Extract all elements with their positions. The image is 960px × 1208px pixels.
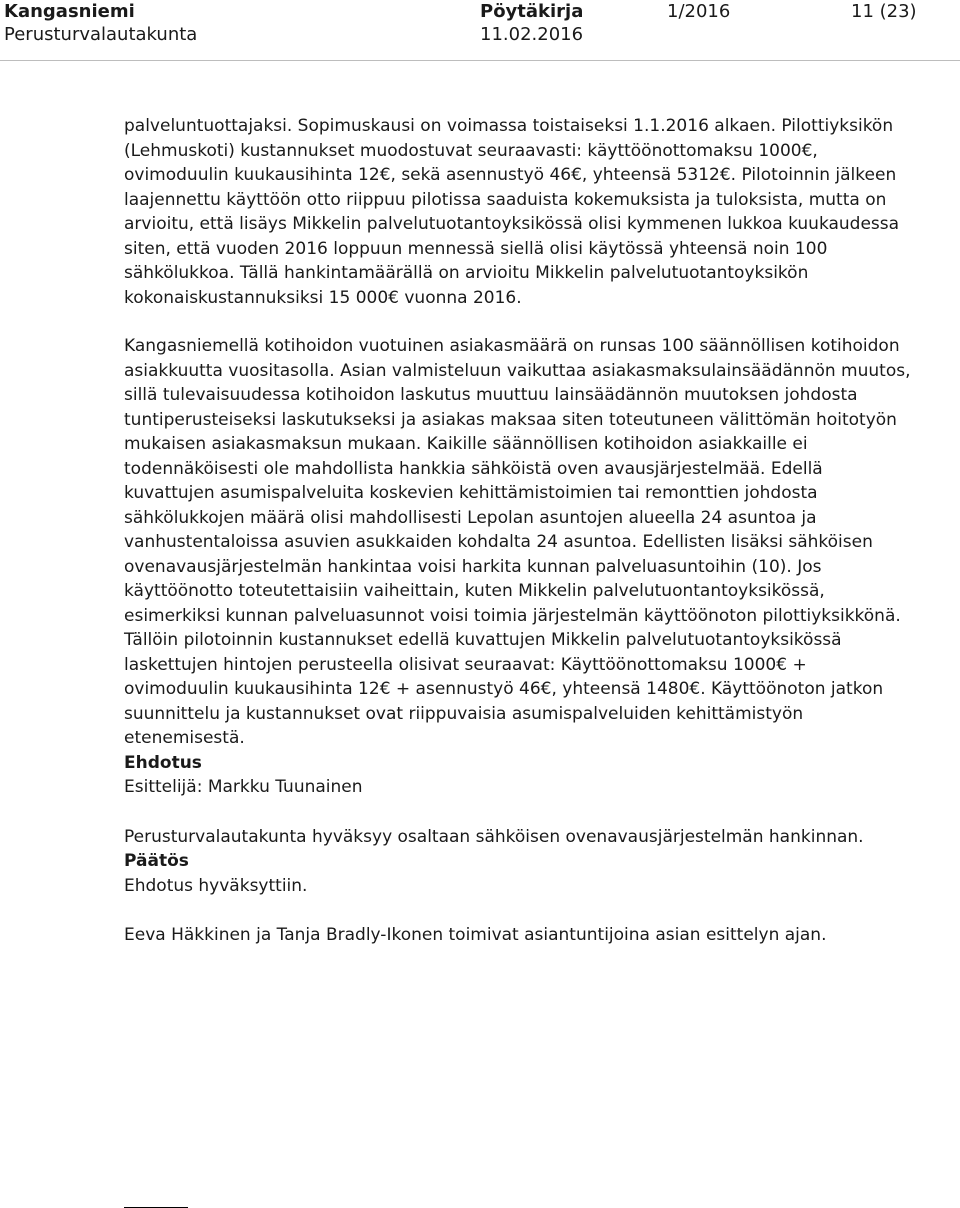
proposal-heading: Ehdotus xyxy=(124,752,202,773)
meeting-number: 1/2016 xyxy=(667,1,731,22)
page-number: 11 (23) xyxy=(851,1,917,22)
body-paragraph-homecare: Kangasniemellä kotihoidon vuotuinen asiakasmäärä on runsas 100 säännöllisen kotihoidon asiakkuutta vuositasolla. Asian valmisteluun vaikuttaa asiakasmaksulainsäädännön muutos, sillä tulevaisuudessa kotihoidon laskutus muuttuu lainsäädännön muutoksen johdosta tuntiperusteiseksi laskutukseksi ja asiakas maksaa siten toteutuneen välittömän hoitotyön mukaisen asiakasmaksun mukaan. Kaikille säännöllisen kotihoidon asiakkaille ei todennäköisesti ole mahdollista hankkia sähköistä oven avausjärjestelmää. Edellä kuvattujen asumispalveluita koskevien kehittämistoimien tai remonttien johdosta sähkölukkojen määrä olisi mahdollisesti Lepolan asuntojen alueella 24 asuntoa ja vanhustentaloissa asuvien asukkaiden kohdalta 24 asuntoa. Edellisten lisäksi sähköisen ovenavausjärjestelmän hankintaa voisi harkita kunnan palveluasuntoihin (10). Jos käyttöönotto toteutettaisiin vaiheittain, kuten Mikkelin palvelutuontantoyksikössä, esimerkiksi kunnan palveluasunnot voisi toimia järjestelmän käyttöönoton pilottiyksikkönä. Tällöin pilotoinnin kustannukset edellä kuvattujen Mikkelin palvelutuotantoyksikössä laskettujen hintojen perusteella olisivat seuraavat: Käyttöönottomaksu 1000€ + ovimoduulin kuukausihinta 12€ + asennustyö 46€, yhteensä 1480€. Käyttöönoton jatkon suunnittelu ja kustannukset ovat riippuvaisia asumispalveluiden kehittämistyön etenemisestä. xyxy=(124,336,911,748)
municipality-name: Kangasniemi xyxy=(4,1,135,22)
document-type: Pöytäkirja xyxy=(480,1,584,22)
proposal-presenter: Esittelijä: Markku Tuunainen xyxy=(124,777,363,797)
decision-text: Ehdotus hyväksyttiin. xyxy=(124,875,308,896)
header-divider xyxy=(0,60,960,61)
decision-heading: Päätös xyxy=(124,851,189,871)
body-paragraph-cost: palveluntuottajaksi. Sopimuskausi on voimassa toistaiseksi 1.1.2016 alkaen. Pilottiyksikön (Lehmuskoti) kustannukset muodostuvat seuraavasti: käyttöönottomaksu 1000€, ovimoduulin kuukausihinta 12€, sekä asennustyö 46€, yhteensä 5312€. Pilotoinnin jälkeen laajennettu käyttöön otto riippuu pilotissa saaduista kokemuksista ja tuloksista, mutta on arvioitu, että lisäys Mikkelin palvelutuotantoyksikössä olisi kymmenen lukkoa kuukaudessa siten, että vuoden 2016 loppuun mennessä siellä olisi käytössä yhteensä noin 100 sähkölukkoa. Tällä hankintamäärällä on arvioitu Mikkelin palvelutuotantoyksikön kokonaiskustannuksiksi 15 000€ vuonna 2016. xyxy=(124,116,900,308)
document-body xyxy=(124,114,914,948)
proposal-text: Perusturvalautakunta hyväksyy osaltaan sähköisen ovenavausjärjestelmän hankinnan. xyxy=(124,826,864,847)
meeting-date: 11.02.2016 xyxy=(480,24,584,45)
decision-note: Eeva Häkkinen ja Tanja Bradly-Ikonen toimivat asiantuntijoina asian esittelyn ajan. xyxy=(124,925,827,945)
committee-name: Perusturvalautakunta xyxy=(4,24,198,45)
